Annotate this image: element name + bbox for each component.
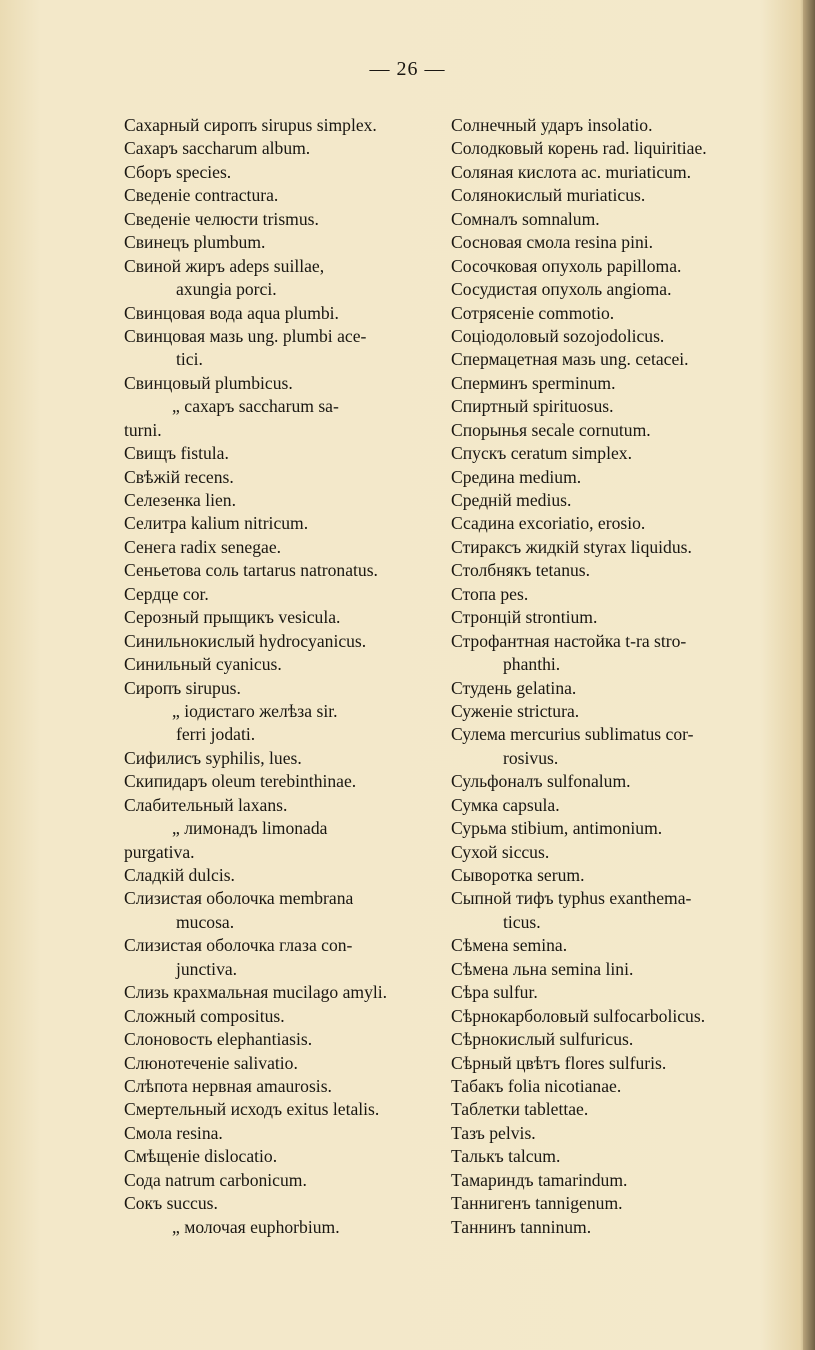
entry-line: Смола resina. <box>124 1122 223 1143</box>
entry-line: Сода natrum carbonicum. <box>124 1169 307 1190</box>
entry-line: Сложный compositus. <box>124 1005 285 1026</box>
entry-line: Сосочковая опухоль papilloma. <box>451 255 682 276</box>
entry-line: Стронцій strontium. <box>451 607 598 628</box>
entry-continuation: axungia porci. <box>176 279 277 300</box>
entry-line: Сосновая смола resina pini. <box>451 232 654 253</box>
entry-line: Солнечный ударъ insolatio. <box>451 115 653 135</box>
entry-line: Сиропъ sirupus. <box>124 677 241 698</box>
entry-line: Сѣмена льна semina lini. <box>451 958 634 979</box>
entry-line: Сахаръ saccharum album. <box>124 138 311 159</box>
entry-line: Сенега radix senegae. <box>124 536 282 557</box>
entry-line: Сборъ species. <box>124 161 232 182</box>
entry-line: Таннинъ tanninum. <box>451 1216 592 1237</box>
entry-line: Спермацетная мазь ung. cetacei. <box>451 349 689 370</box>
entry-line: Сулема mercurius sublimatus cor- <box>451 724 694 745</box>
entry-line: Скипидаръ oleum terebinthinae. <box>124 771 357 792</box>
entry-line: Свищъ fistula. <box>124 443 229 464</box>
entry-line: Сѣмена semina. <box>451 935 568 956</box>
entry-continuation: mucosa. <box>176 911 235 932</box>
entry-line: Сердце cor. <box>124 583 209 604</box>
entry-continuation: junctiva. <box>176 958 238 979</box>
entry-line: Сѣра sulfur. <box>451 982 538 1003</box>
entry-line: Свѣжій recens. <box>124 466 234 487</box>
entry-line: Свинецъ plumbum. <box>124 232 266 253</box>
entry-line: Свинцовая мазь ung. plumbi ace- <box>124 325 367 346</box>
entry-line: Средина medium. <box>451 466 582 487</box>
entry-line: Сокъ succus. <box>124 1193 218 1214</box>
entry-line: Синильный cyanicus. <box>124 654 282 675</box>
entry-line: Свинцовая вода aqua plumbi. <box>124 302 339 323</box>
entry-line: Таннигенъ tannigenum. <box>451 1193 623 1214</box>
entry-line: Сѣрнокислый sulfuricus. <box>451 1029 634 1050</box>
entry-line: Ссадина excoriatio, erosio. <box>451 513 646 534</box>
entry-line: Слизь крахмальная mucilago amyli. <box>124 982 388 1003</box>
entry-line: Сладкій dulcis. <box>124 865 235 885</box>
right-column <box>451 114 781 1239</box>
entry-line: Спиртный spirituosus. <box>451 396 614 417</box>
entry-line: Сурьма stibium, antimonium. <box>451 818 663 839</box>
entry-line: Стопа pes. <box>451 583 529 604</box>
entry-line: Серозный прыщикъ vesicula. <box>124 607 341 628</box>
entry-continuation: purgativa. <box>124 841 195 862</box>
entry-line: Тазъ pelvis. <box>451 1122 536 1143</box>
entry-continuation: phanthi. <box>503 654 561 675</box>
entry-line: Соціодоловый sozojodolicus. <box>451 325 665 346</box>
entry-continuation: ticus. <box>503 911 541 932</box>
entry-line: Слизистая оболочка глаза con- <box>124 935 353 956</box>
entry-line: Сыворотка serum. <box>451 865 585 885</box>
entry-line: Солодковый корень rad. liquiritiae. <box>451 138 707 159</box>
entry-line: Солянокислый muriaticus. <box>451 185 646 206</box>
entry-line: Слюнотеченіе salivatio. <box>124 1052 298 1073</box>
entry-line: Сперминъ sperminum. <box>451 372 616 393</box>
entry-continuation: turni. <box>124 419 162 440</box>
entry-line: Сѣрный цвѣтъ flores sulfuris. <box>451 1052 667 1073</box>
entry-line: Сведеніе челюсти trismus. <box>124 208 319 229</box>
entry-line: Сульфоналъ sulfonalum. <box>451 771 631 792</box>
entry-line: Табакъ folia nicotianae. <box>451 1075 622 1096</box>
entry-line: Таблетки tablettae. <box>451 1099 589 1120</box>
entry-line: Смѣщеніе dislocatio. <box>124 1146 278 1167</box>
entry-line: Сифилисъ syphilis, lues. <box>124 747 302 768</box>
ditto-entry: „ лимонадъ limonada <box>172 818 328 839</box>
entry-line: Сумка capsula. <box>451 794 560 815</box>
entry-line: Спускъ ceratum simplex. <box>451 443 632 464</box>
entry-continuation: tici. <box>176 349 203 370</box>
entry-line: Сведеніе contractura. <box>124 185 279 206</box>
entry-continuation: rosivus. <box>503 747 559 768</box>
entry-line: Слѣпота нервная amaurosis. <box>124 1075 332 1096</box>
entry-line: Талькъ talcum. <box>451 1146 561 1167</box>
entry-line: Сеньетова соль tartarus natronatus. <box>124 560 378 581</box>
entry-line: Сосудистая опухоль angioma. <box>451 279 672 300</box>
entry-line: Смертельный исходъ exitus letalis. <box>124 1099 380 1120</box>
entry-line: Слоновость elephantiasis. <box>124 1029 313 1050</box>
entry-line: Свинцовый plumbicus. <box>124 372 293 393</box>
left-column <box>124 114 450 1239</box>
entry-line: Селитра kalium nitricum. <box>124 513 309 534</box>
entry-line: Сахарный сиропъ sirupus simplex. <box>124 115 377 135</box>
ditto-entry: „ сахаръ saccharum sa- <box>172 396 339 417</box>
page-edge <box>803 0 815 1350</box>
entry-line: Сомналъ somnalum. <box>451 208 600 229</box>
entry-line: Сотрясеніе commotio. <box>451 302 615 323</box>
ditto-entry: „ іодистаго желѣза sir. <box>172 700 338 721</box>
entry-line: Стираксъ жидкій styrax liquidus. <box>451 536 692 557</box>
entry-line: Сухой siccus. <box>451 841 550 862</box>
entry-line: Спорынья secale cornutum. <box>451 419 651 440</box>
ditto-entry: „ молочая euphorbium. <box>172 1216 340 1237</box>
entry-line: Синильнокислый hydrocyanicus. <box>124 630 367 651</box>
entry-line: Соляная кислота ac. muriaticum. <box>451 161 692 182</box>
entry-line: Средній medius. <box>451 490 572 510</box>
entry-continuation: ferri jodati. <box>176 724 256 745</box>
entry-line: Суженіе strictura. <box>451 700 580 721</box>
entry-line: Сыпной тифъ typhus exanthema- <box>451 888 692 909</box>
entry-line: Тамариндъ tamarindum. <box>451 1169 628 1190</box>
page-number: — 26 — <box>369 58 446 80</box>
entry-line: Столбнякъ tetanus. <box>451 560 591 581</box>
entry-line: Сѣрнокарболовый sulfocarbolicus. <box>451 1005 706 1026</box>
entry-line: Свиной жиръ adeps suillae, <box>124 255 325 276</box>
entry-line: Селезенка lien. <box>124 490 237 510</box>
entry-line: Строфантная настойка t-ra stro- <box>451 630 687 651</box>
entry-line: Слизистая оболочка membrana <box>124 888 354 909</box>
entry-line: Студень gelatina. <box>451 677 577 698</box>
entry-line: Слабительный laxans. <box>124 794 288 815</box>
